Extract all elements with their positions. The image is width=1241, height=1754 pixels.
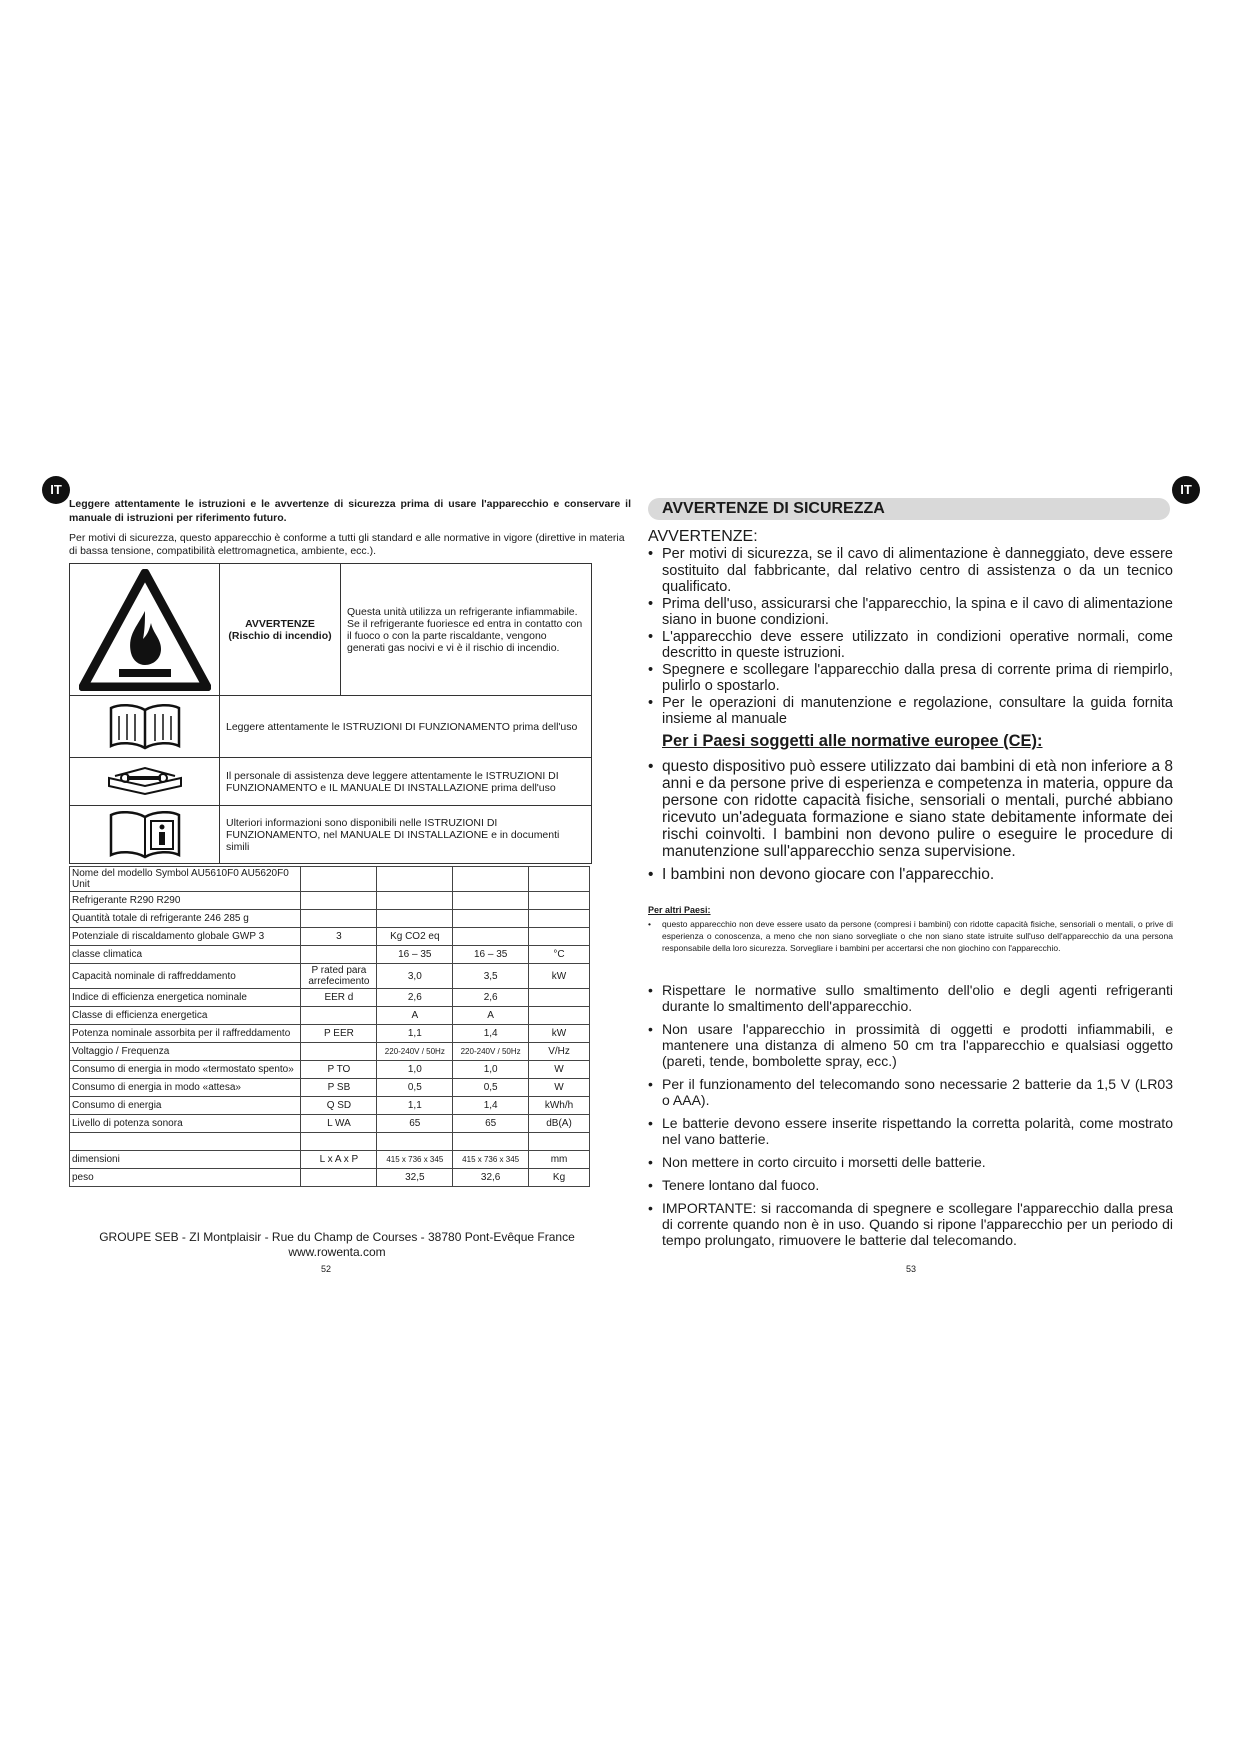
table-cell: Consumo di energia in modo «attesa» bbox=[70, 1079, 301, 1097]
symbol-text: Leggere attentamente le ISTRUZIONI DI FUNZIONAMENTO prima dell'uso bbox=[226, 720, 578, 733]
table-cell: 2,6 bbox=[453, 989, 529, 1007]
warning-label-subtitle: (Rischio di incendio) bbox=[228, 629, 332, 642]
table-cell bbox=[377, 892, 453, 910]
table-cell: 32,6 bbox=[453, 1169, 529, 1187]
table-cell bbox=[377, 1133, 453, 1151]
table-cell bbox=[301, 892, 377, 910]
ce-warnings-list bbox=[648, 758, 1173, 889]
table-cell: Kg bbox=[529, 1169, 590, 1187]
table-cell: W bbox=[529, 1061, 590, 1079]
list-item: • Le batterie devono essere inserite rispettando la corretta polarità, come mostrato nel vano batterie. bbox=[648, 1115, 1173, 1147]
safety-symbols-box bbox=[69, 563, 592, 864]
table-cell: 1,0 bbox=[453, 1061, 529, 1079]
table-row bbox=[70, 910, 590, 928]
general-warnings-list bbox=[648, 546, 1173, 728]
table-cell: P SB bbox=[301, 1079, 377, 1097]
table-cell: 3,0 bbox=[377, 964, 453, 989]
language-badge: IT bbox=[42, 476, 70, 504]
table-cell bbox=[453, 928, 529, 946]
table-cell: °C bbox=[529, 946, 590, 964]
page-number: 53 bbox=[906, 1264, 917, 1274]
table-cell bbox=[301, 1007, 377, 1025]
table-cell: mm bbox=[529, 1151, 590, 1169]
intro-warning: Leggere attentamente le istruzioni e le avvertenze di sicurezza prima di usare l'apparecchio e conservare il manuale di istruzioni per riferimento futuro. bbox=[69, 498, 631, 524]
other-countries-list bbox=[648, 918, 1173, 954]
table-row bbox=[70, 1151, 590, 1169]
table-row bbox=[70, 1043, 590, 1061]
table-row bbox=[70, 892, 590, 910]
table-cell: 1,1 bbox=[377, 1097, 453, 1115]
table-cell: Nome del modello Symbol AU5610F0 AU5620F0 Unit bbox=[70, 867, 301, 892]
table-cell: L WA bbox=[301, 1115, 377, 1133]
table-cell bbox=[529, 989, 590, 1007]
table-cell bbox=[529, 892, 590, 910]
table-cell: Consumo di energia in modo «termostato spento» bbox=[70, 1061, 301, 1079]
flammable-warning-icon bbox=[70, 564, 220, 695]
table-cell bbox=[529, 910, 590, 928]
list-item: • Per il funzionamento del telecomando sono necessarie 2 batterie da 1,5 V (LR03 o AAA). bbox=[648, 1076, 1173, 1108]
table-cell: Voltaggio / Frequenza bbox=[70, 1043, 301, 1061]
fire-warning-row bbox=[70, 564, 591, 696]
table-cell: 32,5 bbox=[377, 1169, 453, 1187]
table-cell bbox=[70, 1133, 301, 1151]
table-cell bbox=[529, 1007, 590, 1025]
table-cell: P TO bbox=[301, 1061, 377, 1079]
table-row bbox=[70, 867, 590, 892]
table-cell bbox=[301, 1133, 377, 1151]
table-cell: 0,5 bbox=[453, 1079, 529, 1097]
table-cell bbox=[377, 867, 453, 892]
table-cell: 65 bbox=[453, 1115, 529, 1133]
table-cell: 1,1 bbox=[377, 1025, 453, 1043]
table-cell: Indice di efficienza energetica nominale bbox=[70, 989, 301, 1007]
other-countries-heading: Per altri Paesi: bbox=[648, 905, 711, 915]
table-cell: 3,5 bbox=[453, 964, 529, 989]
specifications-table bbox=[69, 866, 590, 1187]
warning-text: Questa unità utilizza un refrigerante infiammabile. Se il refrigerante fuoriesce ed entra in contatto con il fuoco o con la parte riscaldante, vengono generati gas nocivi e vi è il rischio di incendio. bbox=[347, 605, 583, 654]
table-cell: Classe di efficienza energetica bbox=[70, 1007, 301, 1025]
warning-label-title: AVVERTENZE bbox=[245, 617, 315, 630]
table-cell: 1,4 bbox=[453, 1097, 529, 1115]
page-number: 52 bbox=[321, 1264, 332, 1274]
list-item: • Non mettere in corto circuito i morsetti delle batterie. bbox=[648, 1154, 1173, 1170]
table-cell: dimensioni bbox=[70, 1151, 301, 1169]
table-row bbox=[70, 1061, 590, 1079]
table-cell: L x A x P bbox=[301, 1151, 377, 1169]
table-cell bbox=[453, 892, 529, 910]
table-row bbox=[70, 964, 590, 989]
table-cell: P EER bbox=[301, 1025, 377, 1043]
table-row bbox=[70, 1079, 590, 1097]
table-cell: 16 – 35 bbox=[377, 946, 453, 964]
table-cell: 415 x 736 x 345 bbox=[377, 1151, 453, 1169]
table-row bbox=[70, 1025, 590, 1043]
table-cell: classe climatica bbox=[70, 946, 301, 964]
table-cell bbox=[301, 910, 377, 928]
warnings-subtitle: AVVERTENZE: bbox=[648, 528, 758, 545]
table-row bbox=[70, 989, 590, 1007]
table-row bbox=[70, 1169, 590, 1187]
table-cell: Potenziale di riscaldamento globale GWP 3 bbox=[70, 928, 301, 946]
table-cell: 220-240V / 50Hz bbox=[453, 1043, 529, 1061]
book-icon bbox=[70, 696, 220, 757]
table-cell bbox=[529, 1133, 590, 1151]
list-item: • Prima dell'uso, assicurarsi che l'apparecchio, la spina e il cavo di alimentazione siano in buone condizioni. bbox=[648, 596, 1173, 629]
section-title: AVVERTENZE DI SICUREZZA bbox=[648, 498, 1170, 520]
table-cell: 220-240V / 50Hz bbox=[377, 1043, 453, 1061]
ce-heading: Per i Paesi soggetti alle normative europee (CE): bbox=[662, 732, 1043, 750]
table-cell: 415 x 736 x 345 bbox=[453, 1151, 529, 1169]
list-item: • questo dispositivo può essere utilizzato dai bambini di età non inferiore a 8 anni e da persone prive di esperienza e competenza in materia, oppure da persone con ridotte capacità fisiche, sensoriali o mentali, purché abbiano ricevuto un'adeguata formazione e siano state debitamente informate dei rischi coinvolti. I bambini non devono pulire o eseguire le procedure di manutenzione sull'apparecchio senza supervisione. bbox=[648, 758, 1173, 860]
list-item: • L'apparecchio deve essere utilizzato in condizioni operative normali, come descritto in queste istruzioni. bbox=[648, 629, 1173, 662]
footer-address: GROUPE SEB - ZI Montplaisir - Rue du Champ de Courses - 38780 Pont-Evêque France bbox=[99, 1230, 575, 1244]
table-cell: Capacità nominale di raffreddamento bbox=[70, 964, 301, 989]
symbol-row bbox=[70, 696, 591, 758]
table-row bbox=[70, 1097, 590, 1115]
table-cell: P rated para arrefecimento bbox=[301, 964, 377, 989]
table-cell: A bbox=[453, 1007, 529, 1025]
table-cell: 0,5 bbox=[377, 1079, 453, 1097]
table-cell bbox=[301, 946, 377, 964]
table-cell: 3 bbox=[301, 928, 377, 946]
table-cell: Refrigerante R290 R290 bbox=[70, 892, 301, 910]
list-item: • IMPORTANTE: si raccomanda di spegnere e scollegare l'apparecchio dalla presa di corrente quando non è in uso. Quando si ripone l'apparecchio per un periodo di tempo prolungato, rimuovere le batterie dal telecomando. bbox=[648, 1200, 1173, 1248]
table-cell: Kg CO2 eq bbox=[377, 928, 453, 946]
final-warnings-list bbox=[648, 982, 1173, 1255]
table-cell: kW bbox=[529, 1025, 590, 1043]
table-cell: 65 bbox=[377, 1115, 453, 1133]
table-cell: kWh/h bbox=[529, 1097, 590, 1115]
table-cell bbox=[301, 867, 377, 892]
table-cell bbox=[453, 910, 529, 928]
symbol-text: Il personale di assistenza deve leggere attentamente le ISTRUZIONI DI FUNZIONAMENTO e IL MANUALE DI INSTALLAZIONE prima dell'uso bbox=[226, 769, 559, 794]
table-cell: Potenza nominale assorbita per il raffreddamento bbox=[70, 1025, 301, 1043]
list-item: • Tenere lontano dal fuoco. bbox=[648, 1177, 1173, 1193]
footer-url: www.rowenta.com bbox=[288, 1245, 386, 1259]
info-manual-icon bbox=[70, 806, 220, 863]
table-row bbox=[70, 946, 590, 964]
table-cell: dB(A) bbox=[529, 1115, 590, 1133]
table-cell bbox=[453, 1133, 529, 1151]
list-item: • Rispettare le normative sullo smaltimento dell'olio e degli agenti refrigeranti durante lo smaltimento dell'apparecchio. bbox=[648, 982, 1173, 1014]
list-item: • Spegnere e scollegare l'apparecchio dalla presa di corrente prima di riempirlo, pulirlo o spostarlo. bbox=[648, 662, 1173, 695]
table-cell: EER d bbox=[301, 989, 377, 1007]
list-item: • Per motivi di sicurezza, se il cavo di alimentazione è danneggiato, deve essere sostituito dal fabbricante, dal relativo centro di assistenza o da un tecnico qualificato. bbox=[648, 546, 1173, 596]
table-cell bbox=[529, 867, 590, 892]
table-cell: V/Hz bbox=[529, 1043, 590, 1061]
table-cell: 2,6 bbox=[377, 989, 453, 1007]
intro-text: Per motivi di sicurezza, questo apparecchio è conforme a tutti gli standard e alle normative in vigore (direttive in materia di bassa tensione, compatibilità elettromagnetica, ambiente, ecc.). bbox=[69, 532, 625, 557]
table-row bbox=[70, 1133, 590, 1151]
symbol-row bbox=[70, 806, 591, 863]
list-item: • Non usare l'apparecchio in prossimità di oggetti e prodotti infiammabili, e mantenere una distanza di almeno 50 cm tra l'apparecchio e qualsiasi oggetto (pareti, tende, bombolette spray, ecc.) bbox=[648, 1021, 1173, 1069]
table-cell: peso bbox=[70, 1169, 301, 1187]
table-cell: 1,0 bbox=[377, 1061, 453, 1079]
table-cell bbox=[377, 910, 453, 928]
wrench-manual-icon bbox=[70, 758, 220, 805]
table-cell: Livello di potenza sonora bbox=[70, 1115, 301, 1133]
table-cell: W bbox=[529, 1079, 590, 1097]
table-row bbox=[70, 1007, 590, 1025]
table-cell bbox=[301, 1169, 377, 1187]
symbol-row bbox=[70, 758, 591, 806]
table-cell: Q SD bbox=[301, 1097, 377, 1115]
list-item: • Per le operazioni di manutenzione e regolazione, consultare la guida fornita insieme al manuale bbox=[648, 695, 1173, 728]
list-item: • I bambini non devono giocare con l'apparecchio. bbox=[648, 866, 1173, 883]
warning-label bbox=[220, 564, 341, 695]
table-cell: 16 – 35 bbox=[453, 946, 529, 964]
table-cell: 1,4 bbox=[453, 1025, 529, 1043]
table-cell bbox=[453, 867, 529, 892]
list-item: • questo apparecchio non deve essere usato da persone (compresi i bambini) con ridotte capacità fisiche, sensoriali o mentali, o prive di esperienza o conoscenza, a meno che non siano sorvegliate o che non siano state istruite sull'uso dell'apparecchio da una persona responsabile della loro sicurezza. Sorvegliare i bambini per accertarsi che non giochino con l'apparecchio. bbox=[648, 918, 1173, 954]
symbol-text: Ulteriori informazioni sono disponibili nelle ISTRUZIONI DI FUNZIONAMENTO, nel MANUALE DI INSTALLAZIONE e in documenti simili bbox=[226, 816, 560, 853]
table-row bbox=[70, 1115, 590, 1133]
language-badge: IT bbox=[1172, 476, 1200, 504]
table-row bbox=[70, 928, 590, 946]
table-cell: Quantità totale di refrigerante 246 285 g bbox=[70, 910, 301, 928]
table-cell: A bbox=[377, 1007, 453, 1025]
table-cell bbox=[301, 1043, 377, 1061]
table-cell bbox=[529, 928, 590, 946]
table-cell: kW bbox=[529, 964, 590, 989]
table-cell: Consumo di energia bbox=[70, 1097, 301, 1115]
